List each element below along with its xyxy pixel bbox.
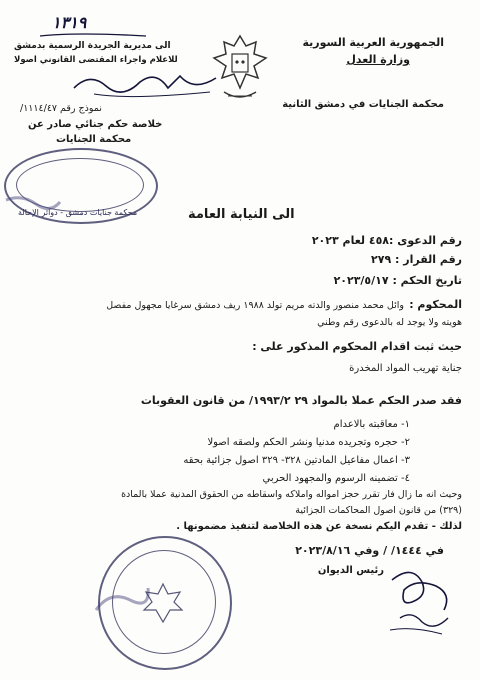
- sentence-heading: فقد صدر الحكم عملا بالمواد ٢٩ ١٩٩٣/٢/ من قانون العقوبات: [140, 394, 462, 407]
- handwritten-annotation: [70, 66, 220, 100]
- sentence-item-4: ٤- تضمينه الرسوم والمجهود الحربي: [262, 473, 410, 484]
- signature-title: رئيس الديوان: [317, 565, 384, 576]
- convicted-line1: وائل محمد منصور والدته مريم تولد ١٩٨٨ ريف دمشق سرغايا مجهول مفصل: [106, 300, 404, 311]
- addressee: الى النيابة العامة: [188, 207, 295, 222]
- sentence-item-1: ١- معاقبته بالاعدام: [333, 419, 410, 430]
- fugitive-line2: (٣٢٩) من قانون اصول المحاكمات الجزائية: [295, 505, 462, 516]
- crime-description: جناية تهريب المواد المخدرة: [349, 363, 462, 374]
- closing-text: لذلك - تقدم اليكم نسخة عن هذه الخلاصة لتنفيذ مضمونها .: [176, 521, 462, 532]
- stamp-smudge-bottom: [90, 580, 150, 620]
- judgment-date: تاريخ الحكم : ٢٠٢٣/٥/١٧: [333, 274, 462, 287]
- court-name: محكمة الجنايات في دمشق الثانية: [282, 99, 444, 110]
- number-underline: [38, 30, 148, 40]
- ministry-name: وزارة العدل: [346, 53, 410, 66]
- sentence-item-3: ٣- اعمال مفاعيل المادتين ٣٢٨- ٣٢٩ اصول جزائية بحقه: [183, 455, 410, 466]
- court-stamp-top-text: محكمة جنايات دمشق - دوائر الإحالة: [18, 208, 138, 217]
- country-name: الجمهورية العربية السورية: [302, 36, 444, 49]
- summary-line1: خلاصة حكم جنائي صادر عن: [28, 119, 163, 130]
- handwritten-number: ١٣١٩: [52, 13, 87, 32]
- convicted-label: المحكوم :: [409, 298, 462, 311]
- recipient-line2: للاعلام واجراء المقتضى القانوني اصولا: [14, 55, 178, 65]
- sentence-item-2: ٢- حجره وتجريده مدنيا ونشر الحكم ولصقه اصولا: [207, 437, 410, 448]
- proven-heading: حيث ثبت اقدام المحكوم المذكور على :: [252, 340, 462, 353]
- decision-number: رقم القرار : ٢٧٩: [371, 253, 462, 266]
- recipient-line1: الى مديرية الجريدة الرسمية بدمشق: [14, 41, 171, 51]
- convicted-line2: هويته ولا يوجد له بالدعوى رقم وطني: [317, 317, 462, 328]
- signature-icon: [382, 560, 462, 640]
- form-number: نموذج رقم ١١١٤/٤٧/: [20, 103, 102, 114]
- stamp-smudge: [2, 190, 62, 220]
- case-number: رقم الدعوى :٤٥٨ لعام ٢٠٢٣: [311, 234, 462, 247]
- summary-line2: محكمة الجنايات: [56, 134, 132, 145]
- date-line: في ١٤٤٤/ / وفي ٢٠٢٣/٨/١٦: [295, 544, 444, 557]
- fugitive-line1: وحيث انه ما زال فار تقرر حجز امواله واملاكه واسقاطه من الحقوق المدنية عملا بالمادة: [121, 489, 462, 500]
